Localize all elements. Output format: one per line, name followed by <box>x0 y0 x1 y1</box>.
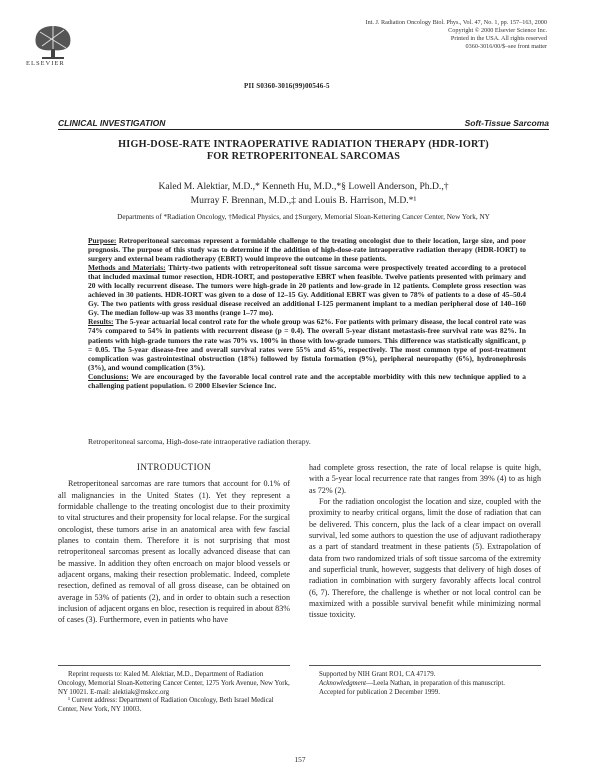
footnotes-right <box>309 671 541 697</box>
title-line-1: HIGH-DOSE-RATE INTRAOPERATIVE RADIATION THERAPY (HDR-IORT) <box>118 139 489 150</box>
body-column-left <box>58 462 290 626</box>
publisher-logo-text: ELSEVIER <box>26 60 65 67</box>
pii-identifier: PII S0360-3016(99)00546-5 <box>244 82 330 90</box>
keywords: Retroperitoneal sarcoma, High-dose-rate intraoperative radiation therapy. <box>88 437 311 446</box>
body-paragraph: For the radiation oncologist the location and size, coupled with the proximity to nearby critical organs, limit the dose of radiation that can be delivered. This concern, plus the lack of a clear impact on overall survival, led some authors to question the use of adjuvant radiotherapy as a part of standard treatment in these patients (5). Extrapolation of data from two randomized trials of soft tissue sarcoma of the extremity and superficial trunk, however, suggests that delivery of high doses of radiation in combination with surgery favorably affects local control (6, 7). Therefore, the challenge is whether or not local control can be maximized with a possible survival benefit while minimizing normal tissue toxicity. <box>309 497 541 620</box>
purpose-label: Purpose: <box>88 236 117 245</box>
acknowledgment-footnote <box>309 680 541 689</box>
conclusions-label: Conclusions: <box>88 371 129 381</box>
results-text: The 5-year actuarial local control rate for the whole group was 62%. For patients with primary disease, the local control rate was 74% compared to 54% in patients with recurrent disease (p = 0.4). The overall 5-year distant metastasis-free survival rate was 82%. In patients with high-grade tumors the rate was 70% vs. 100% in those with low-grade tumors. This difference was statistically significant, p = 0.05. The 5-year disease-free and overall survival rates were 55% and 45%, respectively. The most common type of post-treatment complication was gastrointestinal obstruction (18%) followed by fistula formation (9%), peripheral neuropathy (6%), hydronephrosis (3%), and wound complication (3%). <box>88 317 526 372</box>
journal-citation <box>366 19 547 51</box>
citation-line: Int. J. Radiation Oncology Biol. Phys., Vol. 47, No. 1, pp. 157–163, 2000 <box>365 19 547 26</box>
affiliations: Departments of *Radiation Oncology, †Medical Physics, and ‡Surgery, Memorial Sloan-Kettering Cancer Center, New York, NY <box>117 213 490 221</box>
abstract-purpose <box>88 236 526 263</box>
purpose-text: Retroperitoneal sarcomas represent a formidable challenge to the treating oncologist due to their location, large size, and poor prognosis. The purpose of this study was to determine if the addition of high-dose-rate intraoperative radiation therapy (HDR-IORT) to surgery and external beam radiotherapy (EBRT) would improve the outcome in these patients. <box>88 236 526 264</box>
acknowledgment-text: —Leela Nathan, in preparation of this manuscript. <box>366 679 505 687</box>
reprint-footnote: Reprint requests to: Kaled M. Alektiar, M.D., Department of Radiation Oncology, Memorial Sloan-Kettering Cancer Center, 1275 York Avenue, New York, NY 10021. E-mail: alektiak@mskcc.org <box>58 671 290 696</box>
body-paragraph: had complete gross resection, the rate of local relapse is quite high, with a 5-year local recurrence rate that ranges from 39% (4) to as high as 72% (2). <box>309 463 541 495</box>
subject-label: Soft-Tissue Sarcoma <box>464 118 549 128</box>
authors-line-1: Kaled M. Alektiar, M.D.,* Kenneth Hu, M.D.,*§ Lowell Anderson, Ph.D.,† <box>158 181 449 192</box>
issn-line: 0360-3016/00/$–see front matter <box>465 43 547 50</box>
current-address-footnote: ¹ Current address: Department of Radiation Oncology, Beth Israel Medical Center, New York, NY 10003. <box>58 697 274 714</box>
body-paragraph: Retroperitoneal sarcomas are rare tumors that account for 0.1% of all malignancies in the United States (1). Yet they represent a formidable challenge to the treating oncologist due to their proximity to vital structures and their propensity for local relapse. For the surgical oncologist, these tumors arise in an anatomical area with few fascial planes to contain them. Therefore it is not surprising that most retroperitoneal sarcomas present as locally advanced disease that can be massive. In addition they often encroach on major blood vessels or adjacent organs, making their resection problematic. Indeed, complete resection, defined as removal of all gross disease, can be obtained on average in 53% of patients (2), and in order to obtain such a resection inclusion of adjacent organs en bloc, resection is required in about 83% of cases (3). Furthermore, even in patients who have <box>58 479 290 625</box>
author-list <box>58 180 549 208</box>
footnotes-left <box>58 671 290 715</box>
page-number: 157 <box>294 755 306 764</box>
abstract-conclusions <box>88 372 526 390</box>
support-footnote: Supported by NIH Grant RO1, CA 47179. <box>319 671 436 678</box>
methods-label: Methods and Materials: <box>88 263 166 273</box>
results-label: Results: <box>88 317 114 327</box>
elsevier-tree-logo <box>28 20 78 82</box>
footnote-divider <box>58 665 290 666</box>
introduction-heading: INTRODUCTION <box>136 462 212 472</box>
acknowledgment-label: Acknowledgment <box>319 679 367 687</box>
footnote-divider <box>309 665 541 666</box>
accepted-footnote: Accepted for publication 2 December 1999. <box>319 688 440 696</box>
abstract <box>88 236 526 390</box>
abstract-methods <box>88 263 526 317</box>
methods-text: Thirty-two patients with retroperitoneal soft tissue sarcoma were prospectively treated according to a protocol that included maximal tumor resection, HDR-IORT, and postoperative EBRT when feasible. Twelve patients presented with primary and 20 with locally recurrent disease. The tumors were high-grade in 20 patients and low-grade in 12 patients. Complete gross resection was achieved in 30 patients. HDR-IORT was given to a dose of 12–15 Gy. Additional EBRT was given to 78% of patients to a dose of 45–50.4 Gy. The two patients with gross residual disease received an additional I-125 permanent implant to a median peripheral dose of 140–160 Gy. The median follow-up was 33 months (range 1–77 mo). <box>88 263 526 318</box>
title-line-2: FOR RETROPERITONEAL SARCOMAS <box>206 151 401 162</box>
copyright-line: Copyright © 2000 Elsevier Science Inc. <box>448 27 547 34</box>
section-band <box>58 118 549 130</box>
abstract-results <box>88 317 526 371</box>
article-title <box>58 139 549 163</box>
body-column-right <box>309 462 541 621</box>
conclusions-text: We are encouraged by the favorable local control rate and the acceptable morbidity with this new technique applied to a challenging patient population. © 2000 Elsevier Science Inc. <box>88 371 526 390</box>
printed-line: Printed in the USA. All rights reserved <box>450 35 547 42</box>
section-label: CLINICAL INVESTIGATION <box>58 118 166 128</box>
authors-line-2: Murray F. Brennan, M.D.,‡ and Louis B. Harrison, M.D.*¹ <box>190 195 417 206</box>
